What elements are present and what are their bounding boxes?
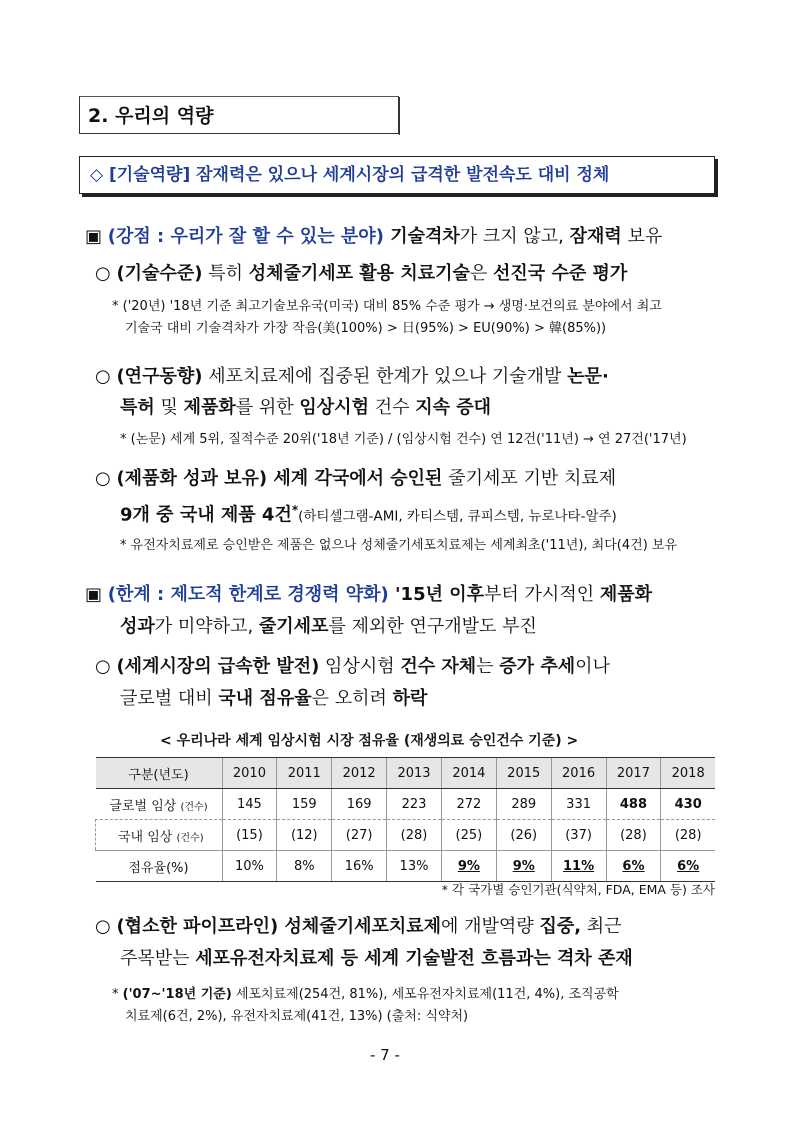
headline-box: ◇ [기술역량] 잠재력은 있으나 세계시장의 급격한 발전속도 대비 정체 — [79, 156, 715, 194]
table-cell: 9% — [441, 851, 496, 882]
table-header-cell: 2012 — [332, 758, 387, 789]
strength-label: (강점 : 우리가 잘 할 수 있는 분야) — [107, 226, 384, 247]
table-header-cell: 2013 — [387, 758, 442, 789]
square-bullet: ▣ — [85, 584, 103, 605]
table-header-cell: 2016 — [551, 758, 606, 789]
pipeline-text: 성체줄기세포치료제 — [278, 916, 442, 937]
row-label: 점유율(%) — [96, 851, 223, 882]
weakness-line2 — [120, 616, 537, 638]
table-header-cell: 2010 — [222, 758, 277, 789]
table-cell: 289 — [496, 789, 551, 820]
weakness-text: 줄기세포 — [258, 616, 329, 637]
table-source-note: * 각 국가별 승인기관(식약처, FDA, EMA 등) 조사 — [441, 882, 715, 897]
pipeline-text: 에 개발역량 — [441, 916, 540, 937]
table-cell: 6% — [661, 851, 715, 882]
product-text: 9개 중 국내 제품 4건 — [120, 504, 292, 526]
market-text: 하락 — [392, 688, 428, 709]
tech-level-text: 은 — [469, 263, 494, 284]
market-text: 글로벌 대비 — [120, 688, 219, 709]
table-cell: (27) — [332, 820, 387, 851]
strength-text: 기술격차 — [383, 226, 460, 247]
research-text: 건수 — [368, 397, 416, 418]
table-cell: 6% — [606, 851, 661, 882]
circle-bullet: ○ — [95, 656, 111, 677]
research-label: (연구동향) — [116, 366, 203, 387]
row-label-text: 국내 임상 — [118, 829, 173, 845]
weakness-label: (한계 : 제도적 한계로 경쟁력 약화) — [107, 584, 389, 605]
market-line2 — [120, 688, 427, 710]
table-cell: 145 — [222, 789, 277, 820]
table-cell: (28) — [661, 820, 715, 851]
table-cell: (26) — [496, 820, 551, 851]
row-label — [96, 789, 223, 820]
market-text: 이나 — [575, 656, 610, 677]
table-cell: 13% — [387, 851, 442, 882]
row-label-unit: (건수) — [180, 801, 208, 813]
table-cell: 16% — [332, 851, 387, 882]
market-text: 건수 자체 — [400, 656, 477, 677]
product-text: 줄기세포 기반 치료제 — [442, 468, 617, 489]
table-header-cell: 2014 — [441, 758, 496, 789]
research-text: 제품화 — [183, 397, 236, 418]
table-cell: (15) — [222, 820, 277, 851]
table-cell: (12) — [277, 820, 332, 851]
pipeline-note-line2: 치료제(6건, 2%), 유전자치료제(41건, 13%) (출처: 식약처) — [125, 1009, 469, 1024]
table-header-cell: 2018 — [661, 758, 715, 789]
table-header-row — [96, 758, 716, 789]
pipeline-label: (협소한 파이프라인) — [116, 916, 279, 937]
table-header-cell: 2015 — [496, 758, 551, 789]
weakness-text: 를 제외한 연구개발도 부진 — [328, 616, 537, 637]
market-text: 국내 점유율 — [218, 688, 312, 709]
market-label: (세계시장의 급속한 발전) — [116, 656, 320, 677]
table-caption: < 우리나라 세계 임상시험 시장 점유율 (재생의료 승인건수 기준) > — [160, 733, 579, 749]
table-header-cell: 2011 — [277, 758, 332, 789]
table-cell: (28) — [387, 820, 442, 851]
tech-note-line2: 기술국 대비 기술격차가 가장 작음(美(100%) > 日(95%) > EU(90%) > 韓(85%)) — [125, 321, 607, 336]
section-title: 2. 우리의 역량 — [79, 96, 399, 134]
pipeline-text: 최근 — [581, 916, 622, 937]
product-line2 — [120, 499, 617, 528]
product-examples: (하티셀그램-AMI, 카티스템, 큐피스템, 뉴로나타-알주) — [298, 508, 617, 525]
product-text: 세계 각국에서 승인된 — [267, 468, 443, 489]
market-text: 는 — [476, 656, 500, 677]
row-label-unit: (건수) — [176, 832, 204, 844]
table-cell: 159 — [277, 789, 332, 820]
pipeline-note-line1 — [112, 986, 619, 1004]
product-note: * 유전자치료제로 승인받은 제품은 없으나 성체줄기세포치료제는 세계최초('11년), 최다(4건) 보유 — [120, 538, 678, 553]
research-text: 논문· — [567, 366, 609, 387]
pipeline-text: 세포유전자치료제 등 세계 기술발전 흐름과는 격차 존재 — [195, 948, 633, 969]
page-number: - 7 - — [370, 1046, 400, 1064]
research-text: 임상시험 — [299, 397, 369, 418]
circle-bullet: ○ — [95, 468, 111, 489]
table-cell: 272 — [441, 789, 496, 820]
table-cell: 8% — [277, 851, 332, 882]
weakness-text: '15년 이후 — [388, 584, 485, 605]
strength-text: 보유 — [621, 226, 663, 247]
table-header-cell: 구분(년도) — [96, 758, 223, 789]
table-cell: (28) — [606, 820, 661, 851]
table-cell: 223 — [387, 789, 442, 820]
table-row-domestic — [96, 820, 716, 851]
pipeline-line2 — [120, 948, 633, 970]
tech-note-line1: * ('20년) '18년 기준 최고기술보유국(미국) 대비 85% 수준 평가 → 생명·보건의료 분야에서 최고 — [112, 299, 662, 314]
research-text: 세포치료제에 집중된 한계가 있으나 기술개발 — [202, 366, 568, 387]
weakness-text: 성과 — [120, 616, 155, 637]
table-cell: (25) — [441, 820, 496, 851]
circle-bullet: ○ — [95, 366, 111, 387]
table-cell: 11% — [551, 851, 606, 882]
table-cell: 9% — [496, 851, 551, 882]
market-text: 증가 추세 — [499, 656, 576, 677]
pipeline-text: 집중, — [539, 916, 582, 937]
footnote-mark: * — [291, 503, 299, 517]
strength-text: 잠재력 — [569, 226, 622, 247]
product-label: (제품화 성과 보유) — [116, 468, 268, 489]
note-text: 세포치료제(254건, 81%), 세포유전자치료제(11건, 4%), 조직공학 — [231, 987, 619, 1002]
table-cell: 169 — [332, 789, 387, 820]
clinical-trial-share-table — [95, 757, 715, 882]
research-line2 — [120, 397, 491, 419]
note-text: * — [112, 987, 123, 1002]
research-note: * (논문) 세계 5위, 질적수준 20위('18년 기준) / (임상시험 건수) 연 12건('11년) → 연 27건('17년) — [120, 432, 687, 447]
note-text: ('07~'18년 기준) — [122, 987, 232, 1002]
weakness-paragraph — [85, 584, 652, 606]
market-paragraph — [95, 656, 610, 678]
research-paragraph — [95, 366, 609, 388]
market-text: 은 오히려 — [311, 688, 393, 709]
circle-bullet: ○ — [95, 263, 111, 284]
table-cell: 10% — [222, 851, 277, 882]
tech-level-label: (기술수준) — [116, 263, 203, 284]
row-label — [96, 820, 223, 851]
table-header-cell: 2017 — [606, 758, 661, 789]
strength-text: 가 크지 않고, — [459, 226, 570, 247]
tech-level-text: 성체줄기세포 활용 치료기술 — [248, 263, 470, 284]
weakness-text: 부터 가시적인 — [484, 584, 600, 605]
research-text: 및 — [154, 397, 184, 418]
circle-bullet: ○ — [95, 916, 111, 937]
weakness-text: 가 미약하고, — [154, 616, 259, 637]
tech-level-text: 선진국 수준 평가 — [493, 263, 628, 284]
table-row-global — [96, 789, 716, 820]
research-text: 특허 — [120, 397, 155, 418]
product-paragraph — [95, 468, 616, 490]
table-cell: 430 — [661, 789, 715, 820]
pipeline-text: 주목받는 — [120, 948, 196, 969]
market-text: 임상시험 — [319, 656, 401, 677]
table-cell: 488 — [606, 789, 661, 820]
row-label-text: 글로벌 임상 — [109, 798, 177, 814]
table-row-share — [96, 851, 716, 882]
table-cell: 331 — [551, 789, 606, 820]
square-bullet: ▣ — [85, 226, 103, 247]
tech-level-text: 특히 — [202, 263, 249, 284]
tech-level-paragraph — [95, 263, 627, 285]
research-text: 지속 증대 — [415, 397, 492, 418]
strength-paragraph — [85, 226, 662, 248]
table-cell: (37) — [551, 820, 606, 851]
weakness-text: 제품화 — [599, 584, 652, 605]
pipeline-paragraph — [95, 916, 622, 938]
research-text: 를 위한 — [235, 397, 300, 418]
